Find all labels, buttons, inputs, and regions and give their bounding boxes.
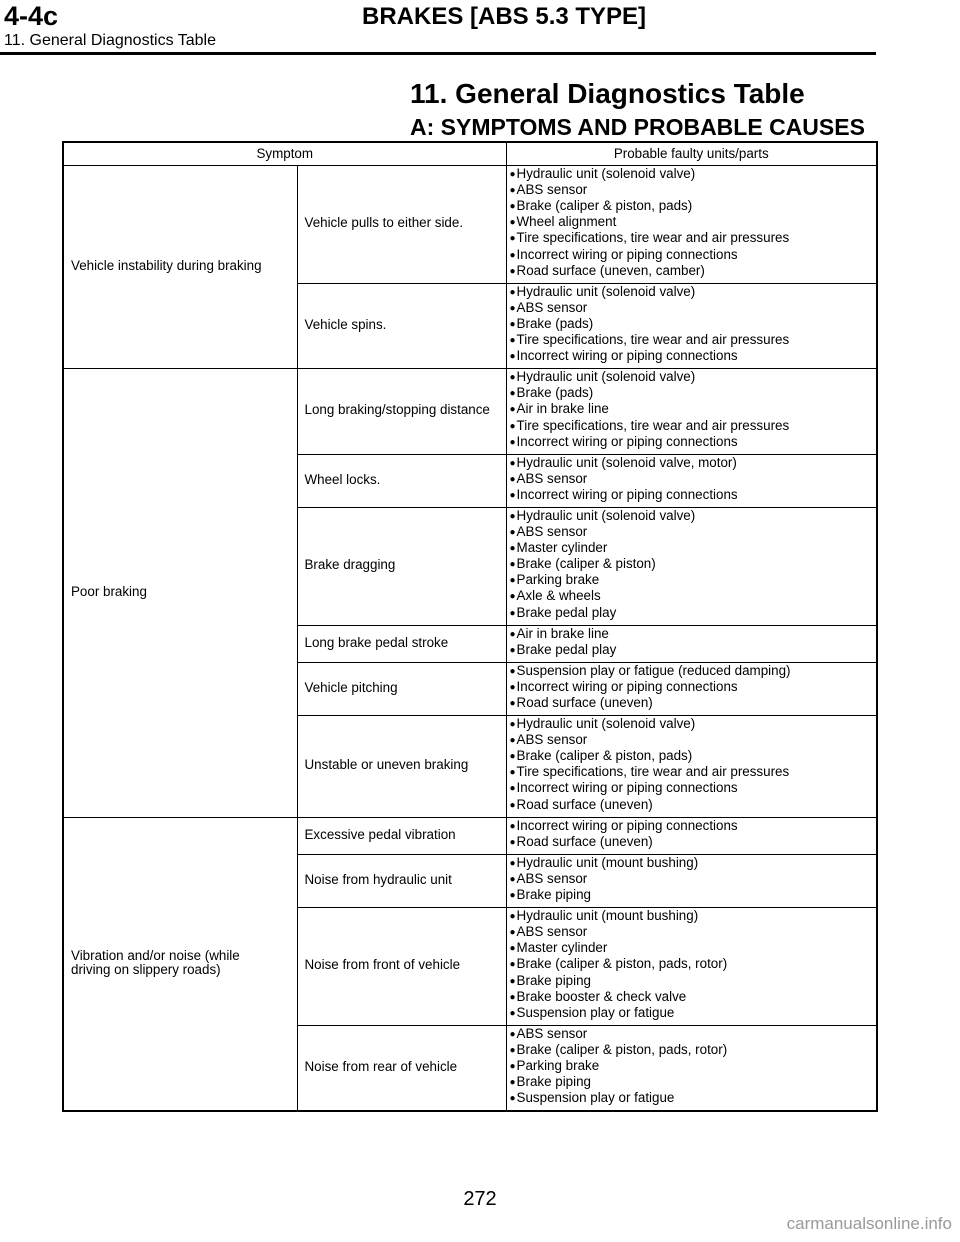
cause-item: ● ABS sensor <box>510 183 873 199</box>
table-row <box>63 369 877 454</box>
cause-list <box>510 456 873 504</box>
condition-cell: Vehicle pulls to either side. <box>297 166 506 284</box>
cause-item: ● Brake pedal play <box>510 606 873 622</box>
cause-list <box>510 664 873 712</box>
causes-cell <box>506 908 877 1026</box>
table-header-row <box>63 142 877 166</box>
cause-item: ● Brake piping <box>510 974 873 990</box>
cause-item: ● Parking brake <box>510 573 873 589</box>
cause-item: ● Axle & wheels <box>510 589 873 605</box>
condition-cell: Long brake pedal stroke <box>297 625 506 662</box>
causes-cell <box>506 369 877 454</box>
cause-item: ● Parking brake <box>510 1059 873 1075</box>
diagnostics-table <box>62 141 878 1112</box>
cause-list <box>510 285 873 365</box>
cause-item: ● Suspension play or fatigue (reduced damping) <box>510 664 873 680</box>
cause-item: ● Hydraulic unit (solenoid valve) <box>510 509 873 525</box>
cause-item: ● Hydraulic unit (solenoid valve) <box>510 285 873 301</box>
causes-cell <box>506 625 877 662</box>
cause-list <box>510 370 873 450</box>
cause-item: ● Master cylinder <box>510 541 873 557</box>
symptom-cell: Vibration and/or noise (while driving on slippery roads) <box>63 817 297 1111</box>
symptom-cell: Poor braking <box>63 369 297 817</box>
symptom-header: Symptom <box>63 142 506 166</box>
cause-item: ● Hydraulic unit (solenoid valve) <box>510 167 873 183</box>
watermark: carmanualsonline.info <box>786 1214 952 1233</box>
condition-cell: Noise from rear of vehicle <box>297 1025 506 1111</box>
causes-cell <box>506 716 877 818</box>
table-row <box>63 817 877 854</box>
condition-cell: Vehicle pitching <box>297 662 506 715</box>
cause-item: ● Hydraulic unit (solenoid valve) <box>510 717 873 733</box>
cause-item: ● Brake (caliper & piston, pads, rotor) <box>510 1043 873 1059</box>
section-title: 11. General Diagnostics Table <box>410 78 805 109</box>
cause-item: ● Air in brake line <box>510 402 873 418</box>
cause-item: ● Hydraulic unit (solenoid valve) <box>510 370 873 386</box>
cause-item: ● Road surface (uneven) <box>510 696 873 712</box>
causes-cell <box>506 817 877 854</box>
cause-list <box>510 167 873 280</box>
cause-list <box>510 509 873 622</box>
cause-item: ● Brake (caliper & piston) <box>510 557 873 573</box>
table-body <box>63 166 877 1112</box>
cause-item: ● Suspension play or fatigue <box>510 1091 873 1107</box>
cause-item: ● Road surface (uneven) <box>510 798 873 814</box>
cause-item: ● Brake (pads) <box>510 386 873 402</box>
cause-item: ● Brake piping <box>510 1075 873 1091</box>
cause-item: ● Master cylinder <box>510 941 873 957</box>
cause-item: ● ABS sensor <box>510 525 873 541</box>
cause-item: ● Brake (caliper & piston, pads, rotor) <box>510 957 873 973</box>
cause-item: ● ABS sensor <box>510 925 873 941</box>
cause-item: ● Tire specifications, tire wear and air pressures <box>510 419 873 435</box>
cause-list <box>510 856 873 904</box>
cause-list <box>510 717 873 814</box>
cause-item: ● Brake booster & check valve <box>510 990 873 1006</box>
cause-item: ● Brake (pads) <box>510 317 873 333</box>
cause-item: ● Brake piping <box>510 888 873 904</box>
condition-cell: Excessive pedal vibration <box>297 817 506 854</box>
cause-item: ● Air in brake line <box>510 627 873 643</box>
cause-list <box>510 627 873 659</box>
condition-cell: Unstable or uneven braking <box>297 716 506 818</box>
symptom-cell: Vehicle instability during braking <box>63 166 297 369</box>
cause-item: ● Suspension play or fatigue <box>510 1006 873 1022</box>
cause-list <box>510 819 873 851</box>
cause-item: ● Wheel alignment <box>510 215 873 231</box>
causes-cell <box>506 854 877 907</box>
cause-item: ● ABS sensor <box>510 872 873 888</box>
cause-item: ● ABS sensor <box>510 301 873 317</box>
cause-item: ● Incorrect wiring or piping connections <box>510 680 873 696</box>
cause-item: ● Incorrect wiring or piping connections <box>510 248 873 264</box>
cause-item: ● Tire specifications, tire wear and air pressures <box>510 333 873 349</box>
cause-item: ● Incorrect wiring or piping connections <box>510 349 873 365</box>
cause-item: ● Tire specifications, tire wear and air pressures <box>510 231 873 247</box>
condition-cell: Long braking/stopping distance <box>297 369 506 454</box>
causes-cell <box>506 283 877 368</box>
cause-item: ● Tire specifications, tire wear and air pressures <box>510 765 873 781</box>
header-rule <box>0 52 876 55</box>
subsection-title: A: SYMPTOMS AND PROBABLE CAUSES <box>410 114 865 140</box>
cause-item: ● Hydraulic unit (solenoid valve, motor) <box>510 456 873 472</box>
cause-item: ● Incorrect wiring or piping connections <box>510 781 873 797</box>
condition-cell: Vehicle spins. <box>297 283 506 368</box>
cause-item: ● Incorrect wiring or piping connections <box>510 819 873 835</box>
cause-list <box>510 909 873 1022</box>
page-number: 272 <box>463 1188 497 1210</box>
cause-item: ● ABS sensor <box>510 472 873 488</box>
header-subtitle: 11. General Diagnostics Table <box>4 32 216 49</box>
causes-header: Probable faulty units/parts <box>506 142 877 166</box>
condition-cell: Brake dragging <box>297 507 506 625</box>
causes-cell <box>506 166 877 284</box>
causes-cell <box>506 1025 877 1111</box>
causes-cell <box>506 454 877 507</box>
condition-cell: Noise from hydraulic unit <box>297 854 506 907</box>
cause-item: ● Road surface (uneven, camber) <box>510 264 873 280</box>
cause-item: ● Hydraulic unit (mount bushing) <box>510 909 873 925</box>
cause-item: ● Road surface (uneven) <box>510 835 873 851</box>
table-row <box>63 166 877 284</box>
cause-item: ● Incorrect wiring or piping connections <box>510 435 873 451</box>
cause-item: ● Hydraulic unit (mount bushing) <box>510 856 873 872</box>
causes-cell <box>506 662 877 715</box>
cause-item: ● ABS sensor <box>510 733 873 749</box>
condition-cell: Noise from front of vehicle <box>297 908 506 1026</box>
cause-item: ● ABS sensor <box>510 1027 873 1043</box>
cause-item: ● Incorrect wiring or piping connections <box>510 488 873 504</box>
cause-item: ● Brake (caliper & piston, pads) <box>510 749 873 765</box>
condition-cell: Wheel locks. <box>297 454 506 507</box>
cause-item: ● Brake pedal play <box>510 643 873 659</box>
causes-cell <box>506 507 877 625</box>
cause-item: ● Brake (caliper & piston, pads) <box>510 199 873 215</box>
section-code: 4-4c <box>4 1 59 31</box>
cause-list <box>510 1027 873 1107</box>
chapter-title: BRAKES [ABS 5.3 TYPE] <box>362 3 647 30</box>
